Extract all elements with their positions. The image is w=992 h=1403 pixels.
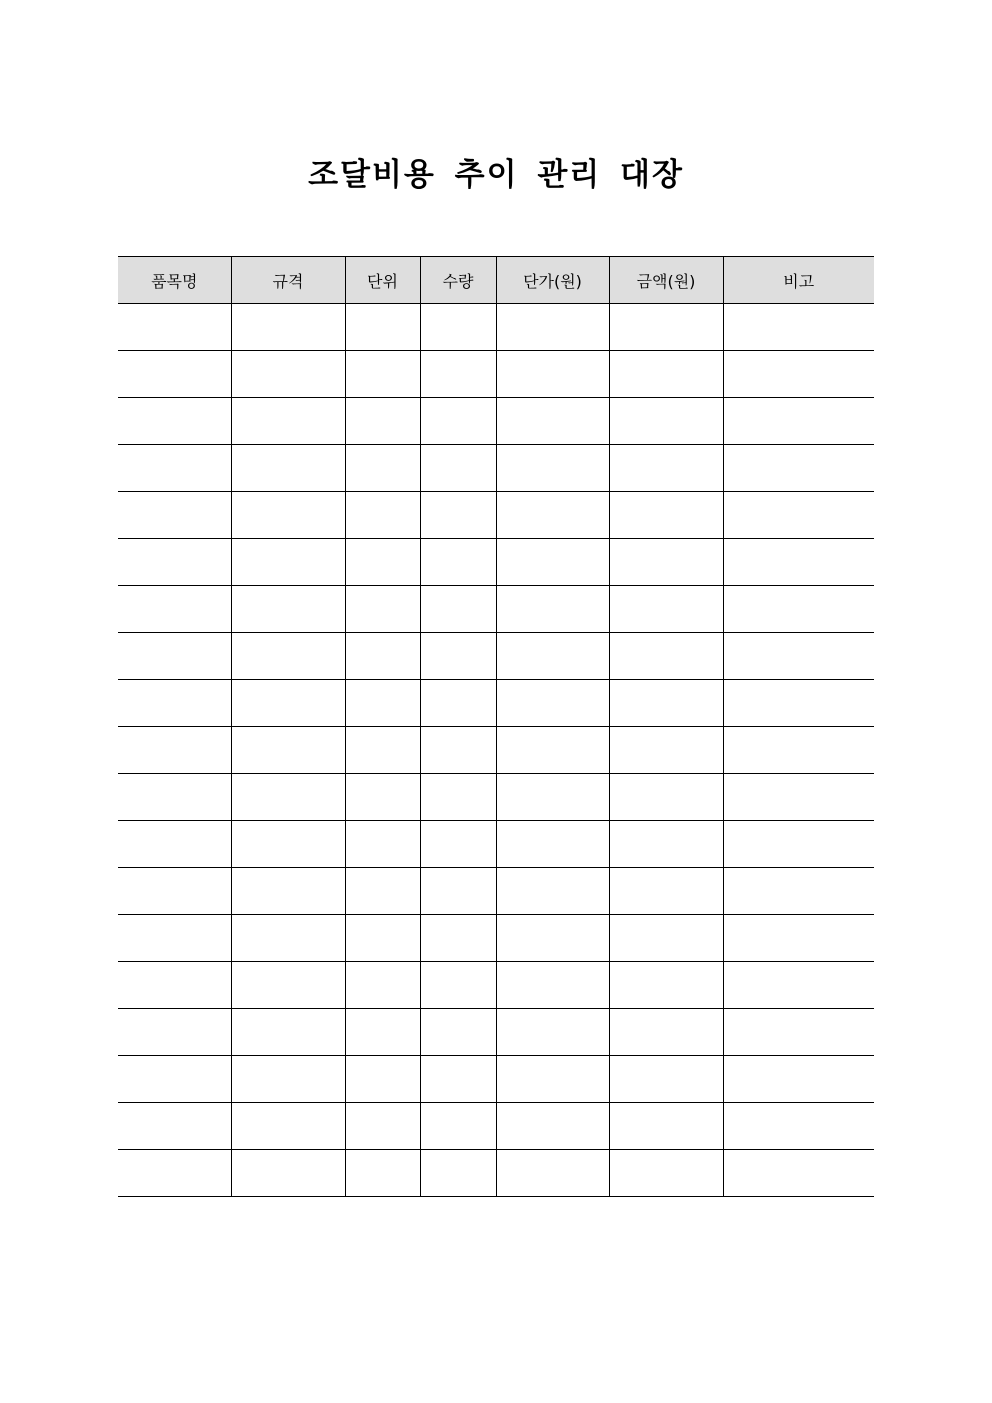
amount-cell[interactable] <box>609 868 723 915</box>
table-row <box>118 868 874 915</box>
unit-price-cell[interactable] <box>496 539 609 586</box>
table-row <box>118 915 874 962</box>
amount-cell[interactable] <box>609 1009 723 1056</box>
amount-cell[interactable] <box>609 398 723 445</box>
unit-price-cell[interactable] <box>496 680 609 727</box>
spec-cell[interactable] <box>231 445 345 492</box>
unit-cell[interactable] <box>345 1056 420 1103</box>
amount-cell[interactable] <box>609 1103 723 1150</box>
unit-price-cell[interactable] <box>496 868 609 915</box>
table-row <box>118 774 874 821</box>
unit-cell[interactable] <box>345 868 420 915</box>
table-body <box>118 304 874 1197</box>
quantity-cell[interactable] <box>420 680 496 727</box>
column-header-spec: 규격 <box>231 257 345 304</box>
table-row <box>118 492 874 539</box>
table-row <box>118 1056 874 1103</box>
unit-cell[interactable] <box>345 1009 420 1056</box>
quantity-cell[interactable] <box>420 821 496 868</box>
remarks-cell[interactable] <box>723 586 874 633</box>
unit-price-cell[interactable] <box>496 398 609 445</box>
table-row <box>118 351 874 398</box>
spec-cell[interactable] <box>231 1056 345 1103</box>
unit-price-cell[interactable] <box>496 633 609 680</box>
table-row <box>118 304 874 351</box>
spec-cell[interactable] <box>231 586 345 633</box>
unit-price-cell[interactable] <box>496 1150 609 1197</box>
quantity-cell[interactable] <box>420 1009 496 1056</box>
document-title: 조달비용 추이 관리 대장 <box>308 156 684 193</box>
amount-cell[interactable] <box>609 1056 723 1103</box>
item-name-cell[interactable] <box>118 868 231 915</box>
unit-cell[interactable] <box>345 445 420 492</box>
quantity-cell[interactable] <box>420 774 496 821</box>
item-name-cell[interactable] <box>118 539 231 586</box>
unit-cell[interactable] <box>345 633 420 680</box>
item-name-cell[interactable] <box>118 1056 231 1103</box>
spec-cell[interactable] <box>231 633 345 680</box>
unit-price-cell[interactable] <box>496 774 609 821</box>
table-row <box>118 1103 874 1150</box>
column-header-quantity: 수량 <box>420 257 496 304</box>
unit-price-cell[interactable] <box>496 351 609 398</box>
spec-cell[interactable] <box>231 962 345 1009</box>
remarks-cell[interactable] <box>723 633 874 680</box>
quantity-cell[interactable] <box>420 727 496 774</box>
amount-cell[interactable] <box>609 539 723 586</box>
spec-cell[interactable] <box>231 304 345 351</box>
amount-cell[interactable] <box>609 1150 723 1197</box>
unit-cell[interactable] <box>345 351 420 398</box>
quantity-cell[interactable] <box>420 586 496 633</box>
quantity-cell[interactable] <box>420 492 496 539</box>
unit-price-cell[interactable] <box>496 1103 609 1150</box>
unit-price-cell[interactable] <box>496 915 609 962</box>
spec-cell[interactable] <box>231 868 345 915</box>
item-name-cell[interactable] <box>118 586 231 633</box>
unit-price-cell[interactable] <box>496 304 609 351</box>
amount-cell[interactable] <box>609 304 723 351</box>
unit-cell[interactable] <box>345 821 420 868</box>
remarks-cell[interactable] <box>723 1103 874 1150</box>
amount-cell[interactable] <box>609 774 723 821</box>
spec-cell[interactable] <box>231 1150 345 1197</box>
quantity-cell[interactable] <box>420 351 496 398</box>
quantity-cell[interactable] <box>420 445 496 492</box>
unit-price-cell[interactable] <box>496 1056 609 1103</box>
remarks-cell[interactable] <box>723 774 874 821</box>
column-header-remarks: 비고 <box>723 257 874 304</box>
item-name-cell[interactable] <box>118 1103 231 1150</box>
unit-price-cell[interactable] <box>496 445 609 492</box>
unit-price-cell[interactable] <box>496 962 609 1009</box>
procurement-cost-table <box>118 256 874 1197</box>
unit-cell[interactable] <box>345 915 420 962</box>
unit-price-cell[interactable] <box>496 727 609 774</box>
spec-cell[interactable] <box>231 351 345 398</box>
remarks-cell[interactable] <box>723 445 874 492</box>
item-name-cell[interactable] <box>118 633 231 680</box>
unit-cell[interactable] <box>345 680 420 727</box>
remarks-cell[interactable] <box>723 915 874 962</box>
table-row <box>118 727 874 774</box>
remarks-cell[interactable] <box>723 1009 874 1056</box>
item-name-cell[interactable] <box>118 962 231 1009</box>
unit-cell[interactable] <box>345 586 420 633</box>
table-row <box>118 1009 874 1056</box>
amount-cell[interactable] <box>609 633 723 680</box>
remarks-cell[interactable] <box>723 962 874 1009</box>
item-name-cell[interactable] <box>118 492 231 539</box>
remarks-cell[interactable] <box>723 1056 874 1103</box>
unit-cell[interactable] <box>345 304 420 351</box>
table-row <box>118 821 874 868</box>
unit-cell[interactable] <box>345 492 420 539</box>
amount-cell[interactable] <box>609 821 723 868</box>
item-name-cell[interactable] <box>118 1150 231 1197</box>
spec-cell[interactable] <box>231 727 345 774</box>
spec-cell[interactable] <box>231 821 345 868</box>
amount-cell[interactable] <box>609 962 723 1009</box>
spec-cell[interactable] <box>231 680 345 727</box>
quantity-cell[interactable] <box>420 1103 496 1150</box>
quantity-cell[interactable] <box>420 1150 496 1197</box>
item-name-cell[interactable] <box>118 351 231 398</box>
unit-price-cell[interactable] <box>496 586 609 633</box>
quantity-cell[interactable] <box>420 304 496 351</box>
spec-cell[interactable] <box>231 492 345 539</box>
table-row <box>118 633 874 680</box>
amount-cell[interactable] <box>609 351 723 398</box>
column-header-item-name: 품목명 <box>118 257 231 304</box>
table-row <box>118 398 874 445</box>
quantity-cell[interactable] <box>420 915 496 962</box>
table-row <box>118 445 874 492</box>
quantity-cell[interactable] <box>420 633 496 680</box>
column-header-amount: 금액(원) <box>609 257 723 304</box>
item-name-cell[interactable] <box>118 398 231 445</box>
table-row <box>118 680 874 727</box>
remarks-cell[interactable] <box>723 539 874 586</box>
table-header-row <box>118 257 874 304</box>
item-name-cell[interactable] <box>118 680 231 727</box>
quantity-cell[interactable] <box>420 962 496 1009</box>
remarks-cell[interactable] <box>723 1150 874 1197</box>
amount-cell[interactable] <box>609 492 723 539</box>
column-header-unit-price: 단가(원) <box>496 257 609 304</box>
spec-cell[interactable] <box>231 915 345 962</box>
remarks-cell[interactable] <box>723 868 874 915</box>
column-header-unit: 단위 <box>345 257 420 304</box>
unit-cell[interactable] <box>345 539 420 586</box>
remarks-cell[interactable] <box>723 821 874 868</box>
item-name-cell[interactable] <box>118 727 231 774</box>
item-name-cell[interactable] <box>118 915 231 962</box>
unit-cell[interactable] <box>345 1150 420 1197</box>
unit-price-cell[interactable] <box>496 1009 609 1056</box>
unit-cell[interactable] <box>345 962 420 1009</box>
amount-cell[interactable] <box>609 727 723 774</box>
remarks-cell[interactable] <box>723 351 874 398</box>
unit-cell[interactable] <box>345 398 420 445</box>
amount-cell[interactable] <box>609 680 723 727</box>
table-row <box>118 962 874 1009</box>
unit-price-cell[interactable] <box>496 821 609 868</box>
remarks-cell[interactable] <box>723 727 874 774</box>
spec-cell[interactable] <box>231 398 345 445</box>
unit-cell[interactable] <box>345 1103 420 1150</box>
table-row <box>118 1150 874 1197</box>
item-name-cell[interactable] <box>118 774 231 821</box>
spec-cell[interactable] <box>231 1009 345 1056</box>
quantity-cell[interactable] <box>420 539 496 586</box>
quantity-cell[interactable] <box>420 398 496 445</box>
item-name-cell[interactable] <box>118 1009 231 1056</box>
item-name-cell[interactable] <box>118 304 231 351</box>
unit-price-cell[interactable] <box>496 492 609 539</box>
amount-cell[interactable] <box>609 445 723 492</box>
quantity-cell[interactable] <box>420 868 496 915</box>
table-row <box>118 586 874 633</box>
spec-cell[interactable] <box>231 1103 345 1150</box>
amount-cell[interactable] <box>609 915 723 962</box>
amount-cell[interactable] <box>609 586 723 633</box>
table-row <box>118 539 874 586</box>
remarks-cell[interactable] <box>723 304 874 351</box>
remarks-cell[interactable] <box>723 398 874 445</box>
unit-cell[interactable] <box>345 727 420 774</box>
remarks-cell[interactable] <box>723 492 874 539</box>
unit-cell[interactable] <box>345 774 420 821</box>
spec-cell[interactable] <box>231 774 345 821</box>
item-name-cell[interactable] <box>118 445 231 492</box>
remarks-cell[interactable] <box>723 680 874 727</box>
item-name-cell[interactable] <box>118 821 231 868</box>
quantity-cell[interactable] <box>420 1056 496 1103</box>
spec-cell[interactable] <box>231 539 345 586</box>
